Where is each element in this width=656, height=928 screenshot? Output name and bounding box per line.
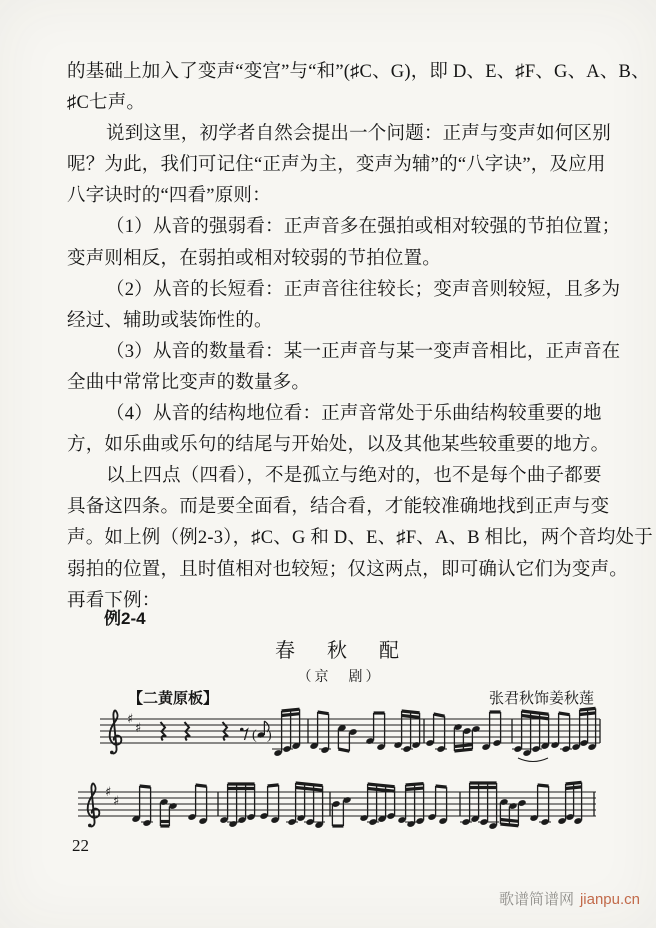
beam — [436, 786, 447, 787]
watermark — [499, 888, 640, 909]
svg-text:(: ( — [252, 728, 257, 743]
beam — [268, 785, 279, 786]
beam — [454, 749, 472, 751]
beam — [296, 783, 323, 786]
beam — [406, 788, 424, 789]
treble-clef-icon — [88, 783, 100, 827]
beam — [196, 785, 207, 786]
beam — [338, 749, 349, 751]
beam — [318, 712, 329, 714]
text-line: 全曲中常常比变声的数量多。 — [67, 372, 311, 393]
music-staff-2 — [78, 772, 602, 838]
text-line: ♯C七声。 — [67, 93, 146, 114]
text-line: 具备这四条。而是要全面看，结合看，才能较准确地找到正声与变 — [67, 497, 610, 518]
text-line: 说到这里，初学者自然会提出一个问题：正声与变声如何区别 — [106, 124, 611, 145]
text-line: （4）从音的结构地位看：正声音常处于乐曲结构较重要的地 — [106, 404, 602, 425]
beam — [566, 787, 582, 789]
text-line: （3）从音的数量看：某一正声音与某一变声音相比，正声音在 — [106, 341, 621, 362]
beam — [296, 788, 323, 791]
performer-label: 张君秋饰姜秋莲 — [488, 691, 594, 707]
text-line: 变声则相反，在弱拍或相对较弱的节拍位置。 — [67, 248, 442, 269]
beam — [454, 745, 472, 747]
beam — [580, 713, 596, 715]
page-number: 22 — [72, 836, 89, 855]
sharp-icon: ♯ — [113, 794, 120, 809]
beam — [282, 709, 300, 711]
beam — [522, 711, 549, 714]
beam — [402, 711, 420, 713]
beam — [580, 708, 596, 710]
body-text — [67, 57, 653, 617]
beam — [140, 786, 151, 787]
beam — [368, 784, 395, 787]
beam — [500, 824, 518, 826]
text-line: 八字诀时的“四看”原则： — [67, 186, 271, 207]
sharp-icon: ♯ — [127, 712, 134, 727]
sharp-icon: ♯ — [135, 721, 142, 736]
beam — [538, 785, 549, 786]
beam — [434, 714, 445, 716]
watermark-site-name: 歌谱简谱网 — [498, 891, 574, 908]
watermark-site-url: jianpu.cn — [579, 891, 640, 908]
beam — [368, 789, 395, 792]
eighth-rest-icon — [240, 728, 248, 740]
beam — [402, 716, 420, 718]
beam — [566, 782, 582, 784]
beam — [406, 784, 424, 785]
beam — [522, 716, 549, 719]
beam — [500, 820, 518, 822]
score-subtitle: （京 剧） — [297, 670, 383, 685]
text-line: 方，如乐曲或乐句的结尾与开始处，以及其他某些较重要的地方。 — [67, 435, 610, 456]
text-line: （1）从音的强弱看：正声音多在强拍或相对较强的节拍位置； — [106, 217, 621, 238]
beam — [282, 714, 300, 716]
example-label: 例2-4 — [104, 609, 146, 628]
tempo-label: 【二黄原板】 — [128, 690, 219, 707]
text-line: 声。如上例（例2-3），♯C、G 和 D、E、♯F、A、B 相比，两个音均处于 — [67, 528, 653, 549]
text-line: 弱拍的位置，且时值相对也较短；仅这两点，即可确认它们为变声。 — [67, 559, 629, 580]
svg-text:): ) — [267, 728, 272, 743]
treble-clef-icon — [110, 710, 122, 754]
text-line: （2）从音的长短看：正声音往往较长；变声音则较短，且多为 — [106, 279, 621, 300]
text-line: 呢？为此，我们可记住“正声为主，变声为辅”的“八字诀”，及应用 — [67, 155, 606, 176]
score-title: 春 秋 配 — [275, 640, 405, 662]
sharp-icon: ♯ — [105, 785, 112, 800]
music-staff-1 — [100, 699, 605, 765]
beam — [559, 713, 570, 715]
text-line: 的基础上加入了变声“变宫”与“和”(♯C、G)，即 D、E、♯F、G、A、B、 — [67, 62, 650, 82]
text-line: 经过、辅助或装饰性的。 — [67, 310, 273, 331]
text-line: 再看下例： — [67, 590, 161, 611]
text-line: 以上四点（四看），不是孤立与绝对的，也不是每个曲子都要 — [106, 466, 602, 487]
slur — [518, 758, 548, 762]
